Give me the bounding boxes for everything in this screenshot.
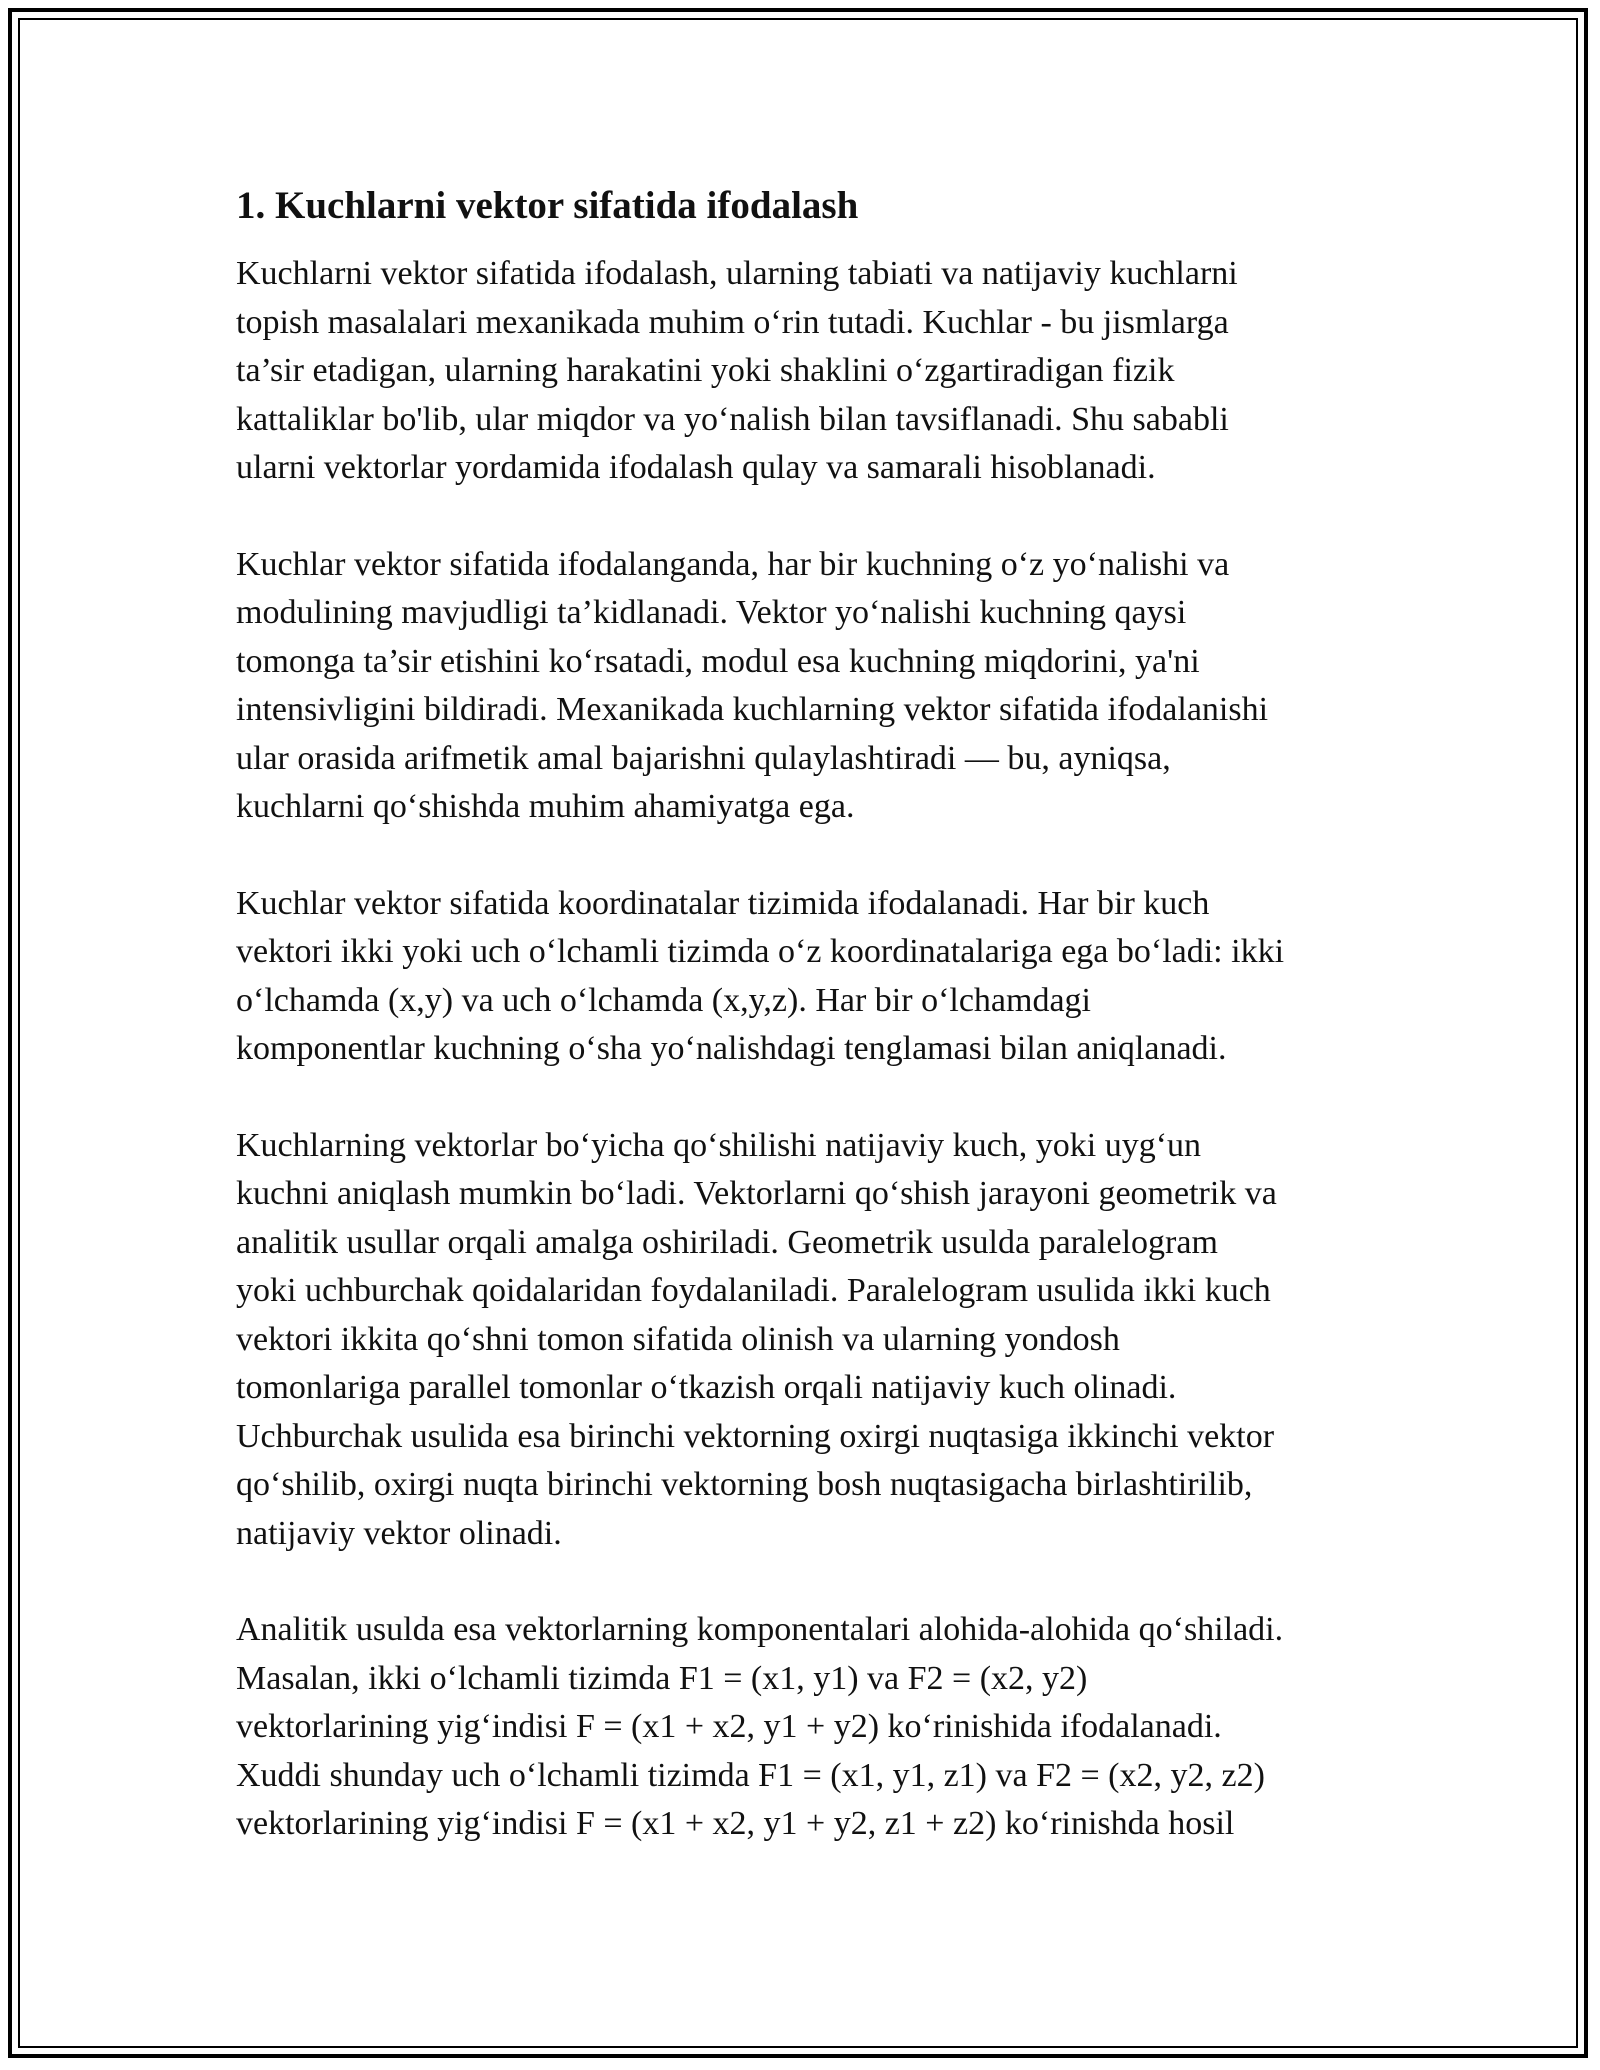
text-line: kattaliklar bo'lib, ular miqdor va yo‘nalish bilan tavsiflanadi. Shu sababli [236, 400, 1229, 438]
text-line: vektorlarining yig‘indisi F = (x1 + x2, y1 + y2) ko‘rinishida ifodalanadi. [236, 1708, 1222, 1745]
section-heading: 1. Kuchlarni vektor sifatida ifodalash [236, 184, 859, 227]
text-line: Uchburchak usulida esa birinchi vektorning oxirgi nuqtasiga ikkinchi vektor [236, 1417, 1275, 1455]
text-line: qo‘shilib, oxirgi nuqta birinchi vektorning bosh nuqtasigacha birlashtirilib, [236, 1466, 1253, 1503]
paragraph-4 [236, 1122, 1386, 1559]
text-line: yoki uchburchak qoidalaridan foydalaniladi. Paralelogram usulida ikki kuch [236, 1272, 1271, 1309]
paragraph-1 [236, 250, 1386, 493]
document-body [236, 182, 1386, 1897]
text-line: ular orasida arifmetik amal bajarishni qulaylashtiradi — bu, ayniqsa, [236, 739, 1171, 777]
text-line: modulining mavjudligi ta’kidlanadi. Vektor yo‘nalishi kuchning qaysi [236, 594, 1187, 631]
text-line: o‘lchamda (x,y) va uch o‘lchamda (x,y,z). Har bir o‘lchamdagi [236, 981, 1091, 1019]
text-line: natijaviy vektor olinadi. [236, 1514, 562, 1552]
text-line: vektorlarining yig‘indisi F = (x1 + x2, y1 + y2, z1 + z2) ko‘rinishda hosil [236, 1805, 1235, 1842]
text-line: vektori ikki yoki uch o‘lchamli tizimda o‘z koordinatalariga ega bo‘ladi: ikki [236, 933, 1285, 970]
text-line: komponentlar kuchning o‘sha yo‘nalishdagi tenglamasi bilan aniqlanadi. [236, 1030, 1227, 1067]
text-line: Analitik usulda esa vektorlarning komponentalari alohida-alohida qo‘shiladi. [236, 1611, 1284, 1648]
paragraph-5 [236, 1606, 1386, 1849]
text-line: Masalan, ikki o‘lchamli tizimda F1 = (x1, y1) va F2 = (x2, y2) [236, 1659, 1088, 1697]
text-line: tomonlariga parallel tomonlar o‘tkazish orqali natijaviy kuch olinadi. [236, 1369, 1177, 1406]
text-line: kuchlarni qo‘shishda muhim ahamiyatga ega. [236, 788, 855, 825]
text-line: intensivligini bildiradi. Mexanikada kuchlarning vektor sifatida ifodalanishi [236, 691, 1269, 728]
text-line: kuchni aniqlash mumkin bo‘ladi. Vektorlarni qo‘shish jarayoni geometrik va [236, 1175, 1277, 1212]
text-line: Kuchlarni vektor sifatida ifodalash, ularning tabiati va natijaviy kuchlarni [236, 255, 1238, 292]
text-line: tomonga ta’sir etishini ko‘rsatadi, modul esa kuchning miqdorini, ya'ni [236, 642, 1200, 680]
text-line: topish masalalari mexanikada muhim o‘rin tutadi. Kuchlar - bu jismlarga [236, 303, 1229, 341]
text-line: analitik usullar orqali amalga oshiriladi. Geometrik usulda paralelogram [236, 1223, 1218, 1261]
paragraph-3 [236, 880, 1386, 1074]
paragraphs-container [236, 250, 1386, 1849]
text-line: ta’sir etadigan, ularning harakatini yoki shaklini o‘zgartiradigan fizik [236, 352, 1175, 389]
text-line: Kuchlarning vektorlar bo‘yicha qo‘shilishi natijaviy kuch, yoki uyg‘un [236, 1126, 1202, 1164]
paragraph-2 [236, 541, 1386, 832]
text-line: ularni vektorlar yordamida ifodalash qulay va samarali hisoblanadi. [236, 449, 1156, 486]
text-line: vektori ikkita qo‘shni tomon sifatida olinish va ularning yondosh [236, 1320, 1120, 1358]
text-line: Kuchlar vektor sifatida koordinatalar tizimida ifodalanadi. Har bir kuch [236, 884, 1210, 922]
text-line: Xuddi shunday uch o‘lchamli tizimda F1 = (x1, y1, z1) va F2 = (x2, y2, z2) [236, 1756, 1265, 1794]
text-line: Kuchlar vektor sifatida ifodalanganda, har bir kuchning o‘z yo‘nalishi va [236, 545, 1230, 583]
